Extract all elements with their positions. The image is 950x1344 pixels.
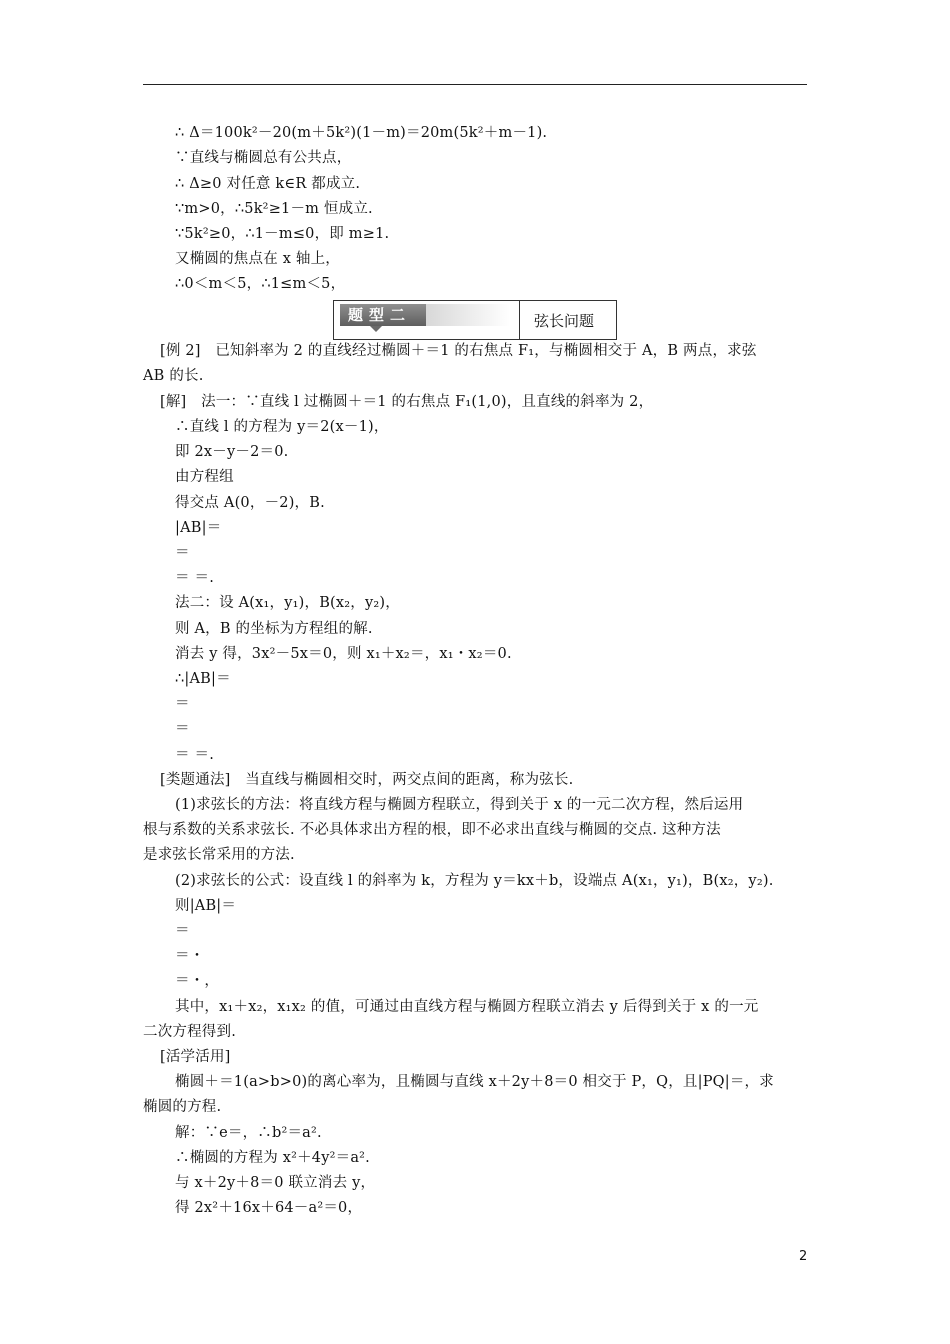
section-badge: 题型二 [340, 304, 426, 326]
text-line: ∵直线与椭圆总有公共点， [175, 150, 352, 166]
text-line: 得 2x²＋16x＋64－a²＝0， [175, 1200, 363, 1216]
text-line: 法二：设 A(x₁，y₁)，B(x₂，y₂)， [175, 595, 400, 611]
text-line: 二次方程得到. [143, 1024, 237, 1040]
method-heading: [类题通法] 当直线与椭圆相交时，两交点间的距离，称为弦长. [160, 772, 574, 788]
text-line: ＝ [175, 545, 190, 561]
text-line: ＝・， [175, 973, 220, 989]
text-line: 则|AB|＝ [175, 898, 237, 914]
text-line: ∵5k²≥0，∴1－m≤0，即 m≥1. [175, 226, 390, 242]
text-line: 消去 y 得，3x²－5x＝0，则 x₁＋x₂＝，x₁・x₂＝0. [175, 646, 512, 662]
text-line: ＝・ [175, 948, 205, 964]
box-divider [519, 301, 520, 339]
text-line: ∴ Δ≥0 对任意 k∈R 都成立. [175, 176, 361, 192]
text-line: ＝ ＝. [175, 570, 215, 586]
text-line: 即 2x－y－2＝0. [175, 444, 289, 460]
text-line: AB 的长. [143, 368, 204, 384]
text-line: 椭圆＋＝1(a>b>0)的离心率为，且椭圆与直线 x＋2y＋8＝0 相交于 P，Q，且|PQ|＝，求 [175, 1074, 774, 1090]
text-line: 椭圆的方程. [143, 1099, 222, 1115]
text-line: 又椭圆的焦点在 x 轴上， [175, 251, 340, 267]
text-line: (1)求弦长的方法：将直线方程与椭圆方程联立，得到关于 x 的一元二次方程，然后运用 [175, 797, 744, 813]
header-rule [143, 84, 807, 85]
text-line: 其中，x₁＋x₂，x₁x₂ 的值，可通过由直线方程与椭圆方程联立消去 y 后得到关于 x 的一元 [175, 999, 759, 1015]
solution-heading: [解] 法一：∵直线 l 过椭圆＋＝1 的右焦点 F₁(1,0)，且直线的斜率为 2， [160, 394, 654, 410]
text-line: ＝ [175, 923, 190, 939]
section-title: 弦长问题 [534, 312, 595, 330]
text-line: 是求弦长常采用的方法. [143, 847, 295, 863]
badge-shadow [426, 304, 510, 326]
text-line: ∴椭圆的方程为 x²＋4y²＝a². [175, 1150, 370, 1166]
text-line: ∵m>0，∴5k²≥1－m 恒成立. [175, 201, 373, 217]
text-line: 得交点 A(0，－2)，B. [175, 495, 325, 511]
text-line: 与 x＋2y＋8＝0 联立消去 y， [175, 1175, 376, 1191]
text-line: 由方程组 [175, 469, 234, 485]
page-number: 2 [799, 1249, 808, 1264]
text-line: 根与系数的关系求弦长. 不必具体求出方程的根，即不必求出直线与椭圆的交点. 这种方法 [143, 822, 721, 838]
text-line: ∴ Δ＝100k²－20(m＋5k²)(1－m)＝20m(5k²＋m－1). [175, 125, 548, 141]
text-line: ∴0＜m＜5，∴1≤m＜5， [175, 276, 346, 292]
text-line: ∴|AB|＝ [175, 671, 231, 687]
section-header-box [333, 300, 617, 340]
text-line: 解：∵e＝，∴b²＝a². [175, 1125, 322, 1141]
text-line: 则 A，B 的坐标为方程组的解. [175, 621, 373, 637]
example-heading: [例 2] 已知斜率为 2 的直线经过椭圆＋＝1 的右焦点 F₁，与椭圆相交于 A，B 两点，求弦 [160, 343, 757, 359]
text-line: (2)求弦长的公式：设直线 l 的斜率为 k，方程为 y＝kx＋b，设端点 A(x₁，y₁)，B(x₂，y₂). [175, 873, 774, 889]
practice-heading: [活学活用] [160, 1049, 231, 1065]
text-line: ＝ ＝. [175, 747, 215, 763]
text-line: ＝ [175, 696, 190, 712]
text-line: ∴直线 l 的方程为 y＝2(x－1)， [175, 419, 389, 435]
text-line: |AB|＝ [175, 520, 222, 536]
text-line: ＝ [175, 721, 190, 737]
